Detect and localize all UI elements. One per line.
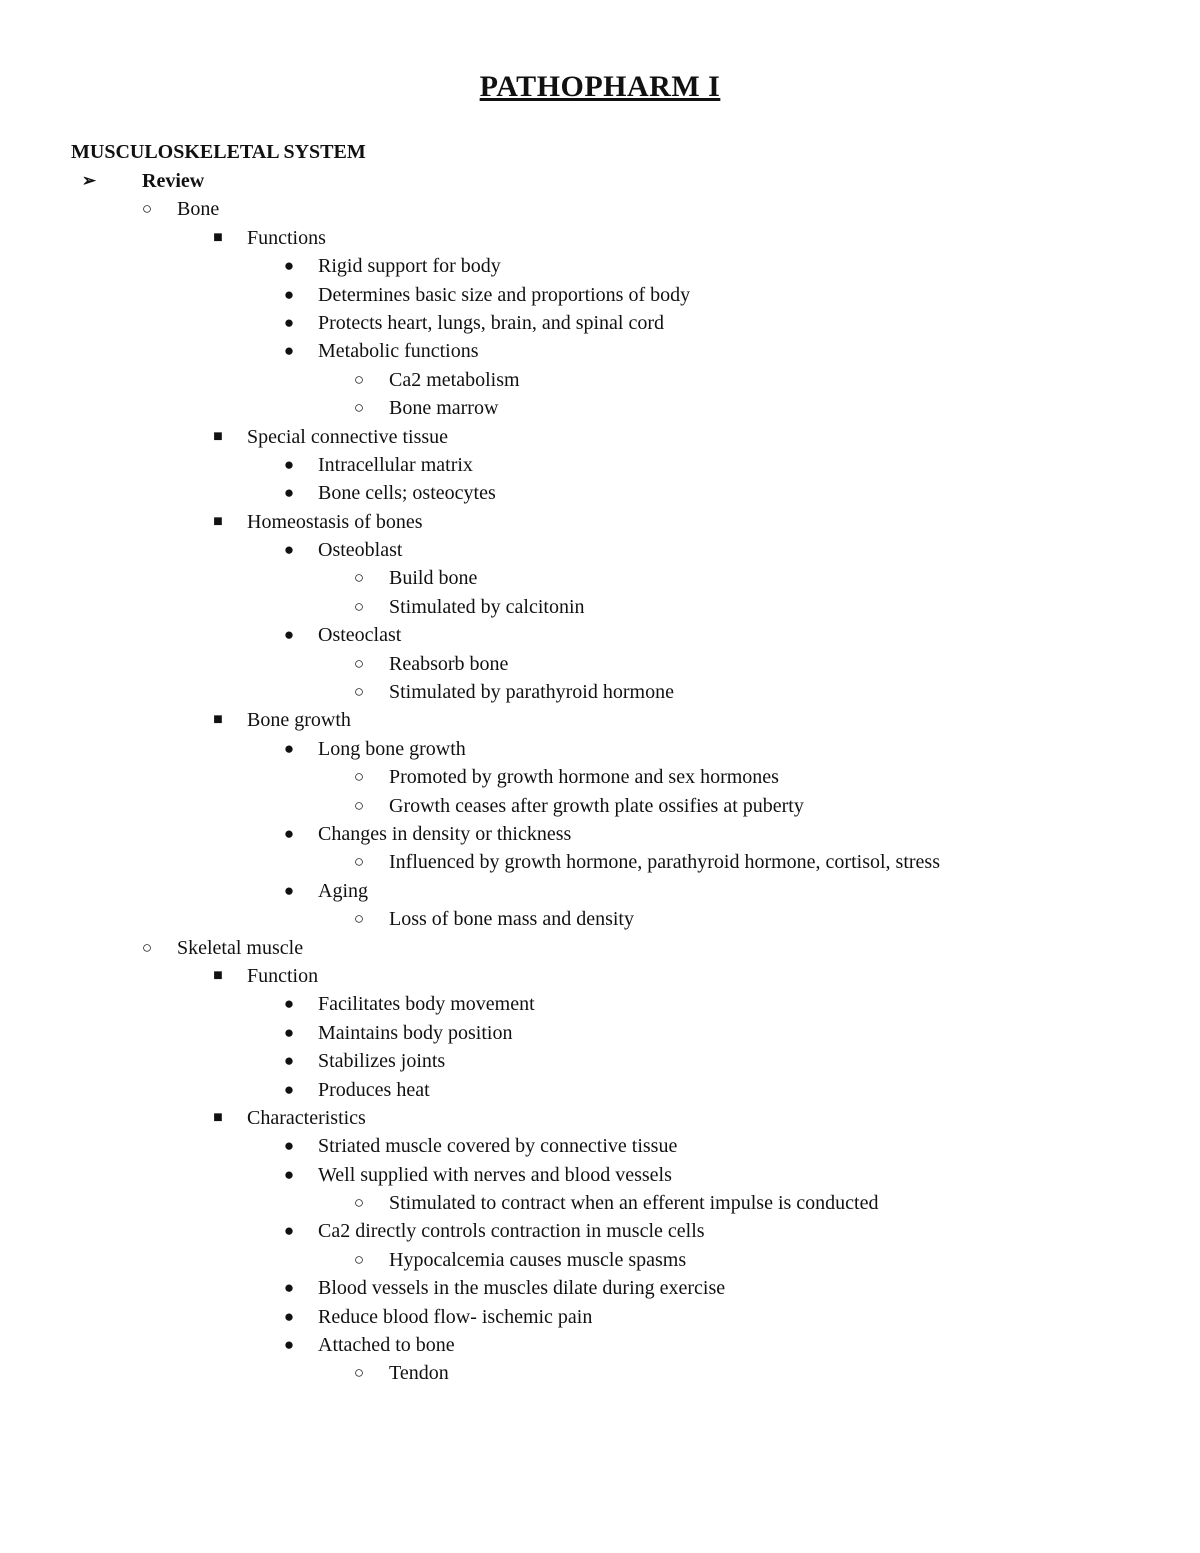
outline-item-text: Stimulated by calcitonin <box>389 595 585 618</box>
outline-item-text: Protects heart, lungs, brain, and spinal cord <box>318 311 665 334</box>
filled-circle-bullet-icon: ● <box>283 540 295 560</box>
outline-item-level-2 <box>0 508 1200 536</box>
hollow-circle-bullet-icon: ○ <box>353 1249 365 1269</box>
hollow-circle-bullet-icon: ○ <box>353 909 365 929</box>
outline-item-text: Special connective tissue <box>247 425 449 448</box>
outline-item-level-3 <box>0 1161 1200 1189</box>
outline-item-text: Promoted by growth hormone and sex hormones <box>389 766 779 789</box>
outline-item-level-4 <box>0 1246 1200 1274</box>
outline-item-level-3 <box>0 1217 1200 1245</box>
outline-item-text: Hypocalcemia causes muscle spasms <box>389 1248 687 1271</box>
filled-circle-bullet-icon: ● <box>283 880 295 900</box>
outline-item-level-4 <box>0 650 1200 678</box>
square-bullet-icon: ■ <box>213 711 223 729</box>
outline-item-text: Reabsorb bone <box>389 652 509 675</box>
filled-circle-bullet-icon: ● <box>283 454 295 474</box>
outline-item-text: Bone cells; osteocytes <box>318 482 496 505</box>
outline-item-text: Reduce blood flow- ischemic pain <box>318 1305 593 1328</box>
outline-item-level-4 <box>0 792 1200 820</box>
outline-item-text: Review <box>142 170 205 192</box>
filled-circle-bullet-icon: ● <box>283 1221 295 1241</box>
outline-item-text: Ca2 metabolism <box>389 368 520 391</box>
outline-item-level-4 <box>0 905 1200 933</box>
outline-item-level-2 <box>0 423 1200 451</box>
outline-item-text: Stimulated by parathyroid hormone <box>389 681 674 704</box>
square-bullet-icon: ■ <box>213 512 223 530</box>
outline-item-text: Produces heat <box>318 1078 430 1101</box>
filled-circle-bullet-icon: ● <box>283 625 295 645</box>
filled-circle-bullet-icon: ● <box>283 341 295 361</box>
hollow-circle-bullet-icon: ○ <box>353 852 365 872</box>
outline-item-level-3 <box>0 735 1200 763</box>
outline-item-level-1 <box>0 934 1200 962</box>
outline-item-text: Aging <box>318 879 368 902</box>
outline-item-level-4 <box>0 366 1200 394</box>
outline-item-level-4 <box>0 848 1200 876</box>
hollow-circle-bullet-icon: ○ <box>141 937 153 957</box>
outline-item-level-3 <box>0 309 1200 337</box>
outline-item-text: Osteoclast <box>318 624 402 647</box>
outline-item-level-4 <box>0 564 1200 592</box>
outline-item-level-4 <box>0 593 1200 621</box>
outline-item-level-3 <box>0 252 1200 280</box>
outline-item-level-3 <box>0 479 1200 507</box>
outline-item-text: Function <box>247 964 319 987</box>
outline-item-text: Long bone growth <box>318 737 466 760</box>
filled-circle-bullet-icon: ● <box>283 1164 295 1184</box>
hollow-circle-bullet-icon: ○ <box>353 596 365 616</box>
outline-item-level-2 <box>0 962 1200 990</box>
outline-item-level-3 <box>0 1274 1200 1302</box>
filled-circle-bullet-icon: ● <box>283 1022 295 1042</box>
outline-item-level-3 <box>0 337 1200 365</box>
filled-circle-bullet-icon: ● <box>283 312 295 332</box>
outline-item-level-4 <box>0 394 1200 422</box>
outline-item-level-3 <box>0 451 1200 479</box>
outline-item-level-3 <box>0 820 1200 848</box>
outline-item-level-2 <box>0 1104 1200 1132</box>
outline-item-text: Build bone <box>389 567 478 590</box>
filled-circle-bullet-icon: ● <box>283 1306 295 1326</box>
hollow-circle-bullet-icon: ○ <box>353 1193 365 1213</box>
filled-circle-bullet-icon: ● <box>283 823 295 843</box>
outline-item-text: Stimulated to contract when an efferent impulse is conducted <box>389 1192 879 1215</box>
square-bullet-icon: ■ <box>213 1108 223 1126</box>
hollow-circle-bullet-icon: ○ <box>353 767 365 787</box>
hollow-circle-bullet-icon: ○ <box>353 1363 365 1383</box>
page-title: PATHOPHARM I <box>479 70 721 103</box>
outline-item-text: Homeostasis of bones <box>247 510 423 533</box>
outline-item-level-3 <box>0 1076 1200 1104</box>
filled-circle-bullet-icon: ● <box>283 1136 295 1156</box>
outline-item-level-4 <box>0 678 1200 706</box>
filled-circle-bullet-icon: ● <box>283 1335 295 1355</box>
outline-item-level-2 <box>0 224 1200 252</box>
hollow-circle-bullet-icon: ○ <box>353 795 365 815</box>
outline-item-text: Functions <box>247 226 326 249</box>
section-heading: MUSCULOSKELETAL SYSTEM <box>71 141 366 163</box>
outline-item-text: Determines basic size and proportions of body <box>318 283 691 306</box>
filled-circle-bullet-icon: ● <box>283 483 295 503</box>
square-bullet-icon: ■ <box>213 228 223 246</box>
outline-item-level-3 <box>0 1132 1200 1160</box>
outline-item-text: Influenced by growth hormone, parathyroid hormone, cortisol, stress <box>389 851 940 874</box>
outline-item-text: Bone <box>177 198 220 221</box>
outline-item-text: Blood vessels in the muscles dilate during exercise <box>318 1277 726 1300</box>
outline-item-level-3 <box>0 1331 1200 1359</box>
outline-item-text: Metabolic functions <box>318 340 479 363</box>
outline-item-level-4 <box>0 1359 1200 1387</box>
outline-item-level-3 <box>0 281 1200 309</box>
outline-item-text: Attached to bone <box>318 1334 455 1357</box>
filled-circle-bullet-icon: ● <box>283 284 295 304</box>
outline-item-text: Osteoblast <box>318 539 403 562</box>
outline-item-text: Characteristics <box>247 1106 366 1129</box>
filled-circle-bullet-icon: ● <box>283 1079 295 1099</box>
filled-circle-bullet-icon: ● <box>283 1278 295 1298</box>
filled-circle-bullet-icon: ● <box>283 1051 295 1071</box>
outline-item-text: Ca2 directly controls contraction in muscle cells <box>318 1220 705 1243</box>
outline-item-text: Bone growth <box>247 709 351 732</box>
filled-circle-bullet-icon: ● <box>283 994 295 1014</box>
hollow-circle-bullet-icon: ○ <box>141 199 153 219</box>
outline-item-level-2 <box>0 706 1200 734</box>
outline-item-level-4 <box>0 1189 1200 1217</box>
hollow-circle-bullet-icon: ○ <box>353 369 365 389</box>
outline-item-level-3 <box>0 621 1200 649</box>
outline-item-text: Tendon <box>389 1362 449 1385</box>
hollow-circle-bullet-icon: ○ <box>353 398 365 418</box>
outline-item-text: Stabilizes joints <box>318 1050 446 1073</box>
hollow-circle-bullet-icon: ○ <box>353 653 365 673</box>
hollow-circle-bullet-icon: ○ <box>353 682 365 702</box>
outline-item-text: Striated muscle covered by connective tissue <box>318 1135 678 1158</box>
outline-item-level-1 <box>0 195 1200 223</box>
hollow-circle-bullet-icon: ○ <box>353 568 365 588</box>
square-bullet-icon: ■ <box>213 427 223 445</box>
square-bullet-icon: ■ <box>213 966 223 984</box>
outline-item-level-3 <box>0 536 1200 564</box>
outline-item-text: Rigid support for body <box>318 255 501 278</box>
outline-item-level-3 <box>0 1019 1200 1047</box>
outline-item-text: Skeletal muscle <box>177 936 304 959</box>
outline-item-text: Facilitates body movement <box>318 993 535 1016</box>
outline-item-level-3 <box>0 1047 1200 1075</box>
outline-item-text: Loss of bone mass and density <box>389 908 634 931</box>
outline-item-text: Growth ceases after growth plate ossifies at puberty <box>389 794 804 817</box>
outline-list <box>0 167 1200 1388</box>
outline-item-level-4 <box>0 763 1200 791</box>
outline-item-text: Changes in density or thickness <box>318 822 572 845</box>
arrow-bullet-icon: ➢ <box>81 171 97 190</box>
outline-item-text: Intracellular matrix <box>318 453 473 476</box>
outline-item-level-3 <box>0 877 1200 905</box>
outline-item-level-3 <box>0 990 1200 1018</box>
outline-item-text: Bone marrow <box>389 397 499 420</box>
outline-item-text: Maintains body position <box>318 1021 513 1044</box>
filled-circle-bullet-icon: ● <box>283 738 295 758</box>
filled-circle-bullet-icon: ● <box>283 256 295 276</box>
outline-item-level-3 <box>0 1303 1200 1331</box>
outline-item-level-0 <box>0 167 1200 195</box>
outline-item-text: Well supplied with nerves and blood vessels <box>318 1163 672 1186</box>
